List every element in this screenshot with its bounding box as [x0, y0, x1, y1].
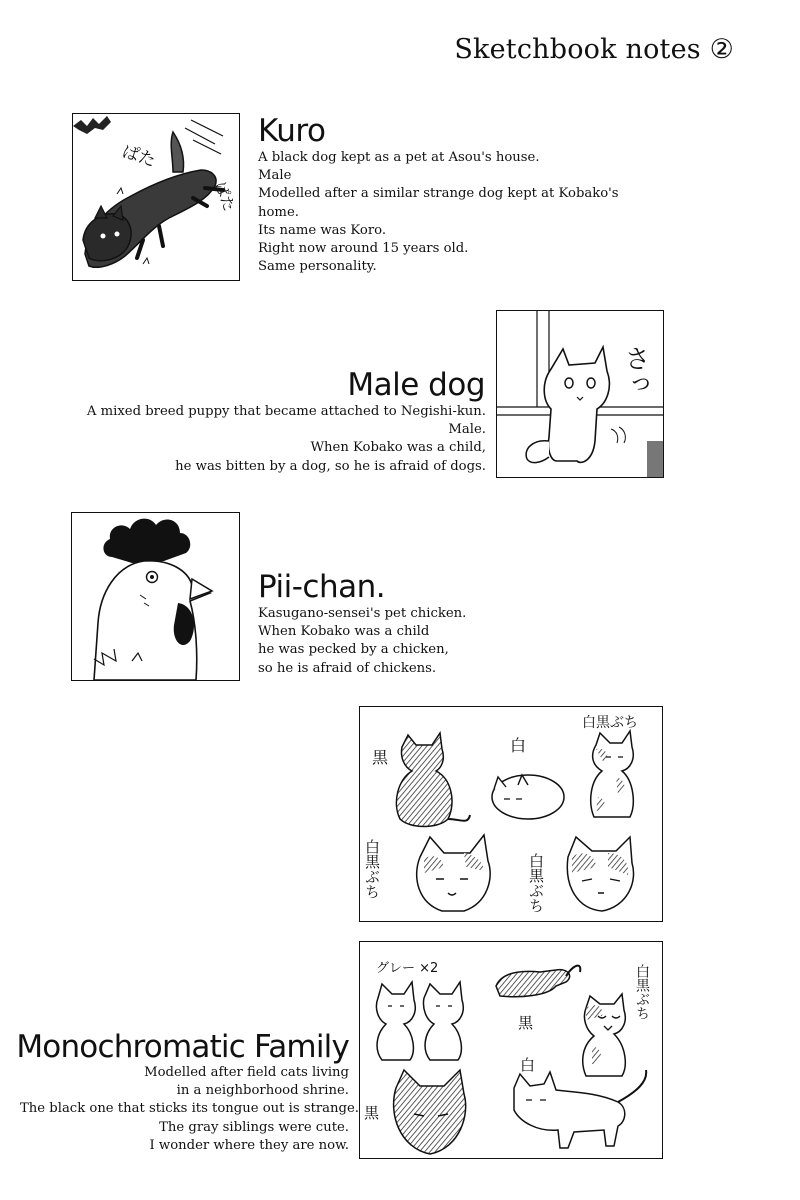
monochromatic-family-line: The black one that sticks its tongue out is strange.	[20, 1101, 359, 1117]
monochromatic-family-line: in a neighborhood shrine.	[176, 1083, 349, 1099]
male-dog-sfx: さっ	[620, 345, 650, 397]
pii-chan-panel	[71, 512, 240, 681]
cat-label: 黒	[372, 748, 389, 767]
kuro-line: Male	[258, 168, 292, 184]
monochromatic-family-name: Monochromatic Family	[16, 1029, 349, 1065]
pii-chan-line: Kasugano-sensei's pet chicken.	[258, 606, 467, 621]
page-title: Sketchbook notes ②	[454, 34, 734, 65]
cat-label: 白黒ぶち	[527, 853, 545, 913]
cat-label: 黒	[518, 1014, 534, 1032]
kuro-description	[258, 149, 619, 276]
monochromatic-family-line: The gray siblings were cute.	[159, 1119, 349, 1135]
male-dog-line: Male.	[448, 422, 486, 438]
kuro-panel	[72, 113, 240, 281]
monochromatic-family-description	[20, 1064, 359, 1155]
pii-chan-line: so he is afraid of chickens.	[258, 660, 437, 676]
cat-label: 黒	[364, 1104, 380, 1122]
pii-chan-line: When Kobako was a child	[258, 624, 430, 640]
black-dog-icon	[73, 114, 239, 280]
male-dog-name: Male dog	[347, 367, 485, 403]
cat-label: 白	[520, 1056, 536, 1074]
male-dog-line: When Kobako was a child,	[310, 440, 486, 456]
kuro-name: Kuro	[258, 113, 326, 149]
cat-label: 白	[510, 736, 527, 755]
male-dog-panel	[496, 310, 664, 478]
kuro-sfx-2: ぱた	[211, 179, 239, 214]
kuro-sfx-1: ぱた	[119, 141, 158, 172]
kuro-line: home.	[258, 204, 299, 220]
cat-label: グレー ×2	[376, 961, 439, 976]
kuro-line: Modelled after a similar strange dog kept at Kobako's	[258, 186, 619, 202]
kuro-line: Right now around 15 years old.	[258, 241, 469, 257]
cat-label: 白黒ぶち	[634, 964, 650, 1020]
chicken-icon	[72, 513, 239, 680]
male-dog-description	[40, 403, 486, 476]
male-dog-line: A mixed breed puppy that became attached to Negishi-kun.	[86, 404, 486, 419]
male-dog-line: he was bitten by a dog, so he is afraid of dogs.	[175, 458, 486, 474]
kuro-line: Its name was Koro.	[258, 222, 387, 238]
monochromatic-family-line: Modelled after field cats living	[144, 1065, 349, 1080]
cats-panel-bottom	[359, 941, 663, 1159]
cat-label: 白黒ぶち	[582, 715, 638, 731]
pii-chan-description	[258, 605, 466, 678]
cat-label: 白黒ぶち	[363, 839, 381, 899]
cats-family-icon	[360, 942, 662, 1158]
cats-panel-top	[359, 706, 663, 922]
monochromatic-family-line: I wonder where they are now.	[149, 1137, 349, 1153]
pii-chan-line: he was pecked by a chicken,	[258, 642, 449, 658]
pii-chan-name: Pii-chan.	[258, 569, 386, 605]
kuro-line: A black dog kept as a pet at Asou's house.	[258, 150, 540, 165]
cats-icon	[360, 707, 662, 921]
kuro-line: Same personality.	[258, 259, 377, 275]
puppy-icon	[497, 311, 663, 477]
